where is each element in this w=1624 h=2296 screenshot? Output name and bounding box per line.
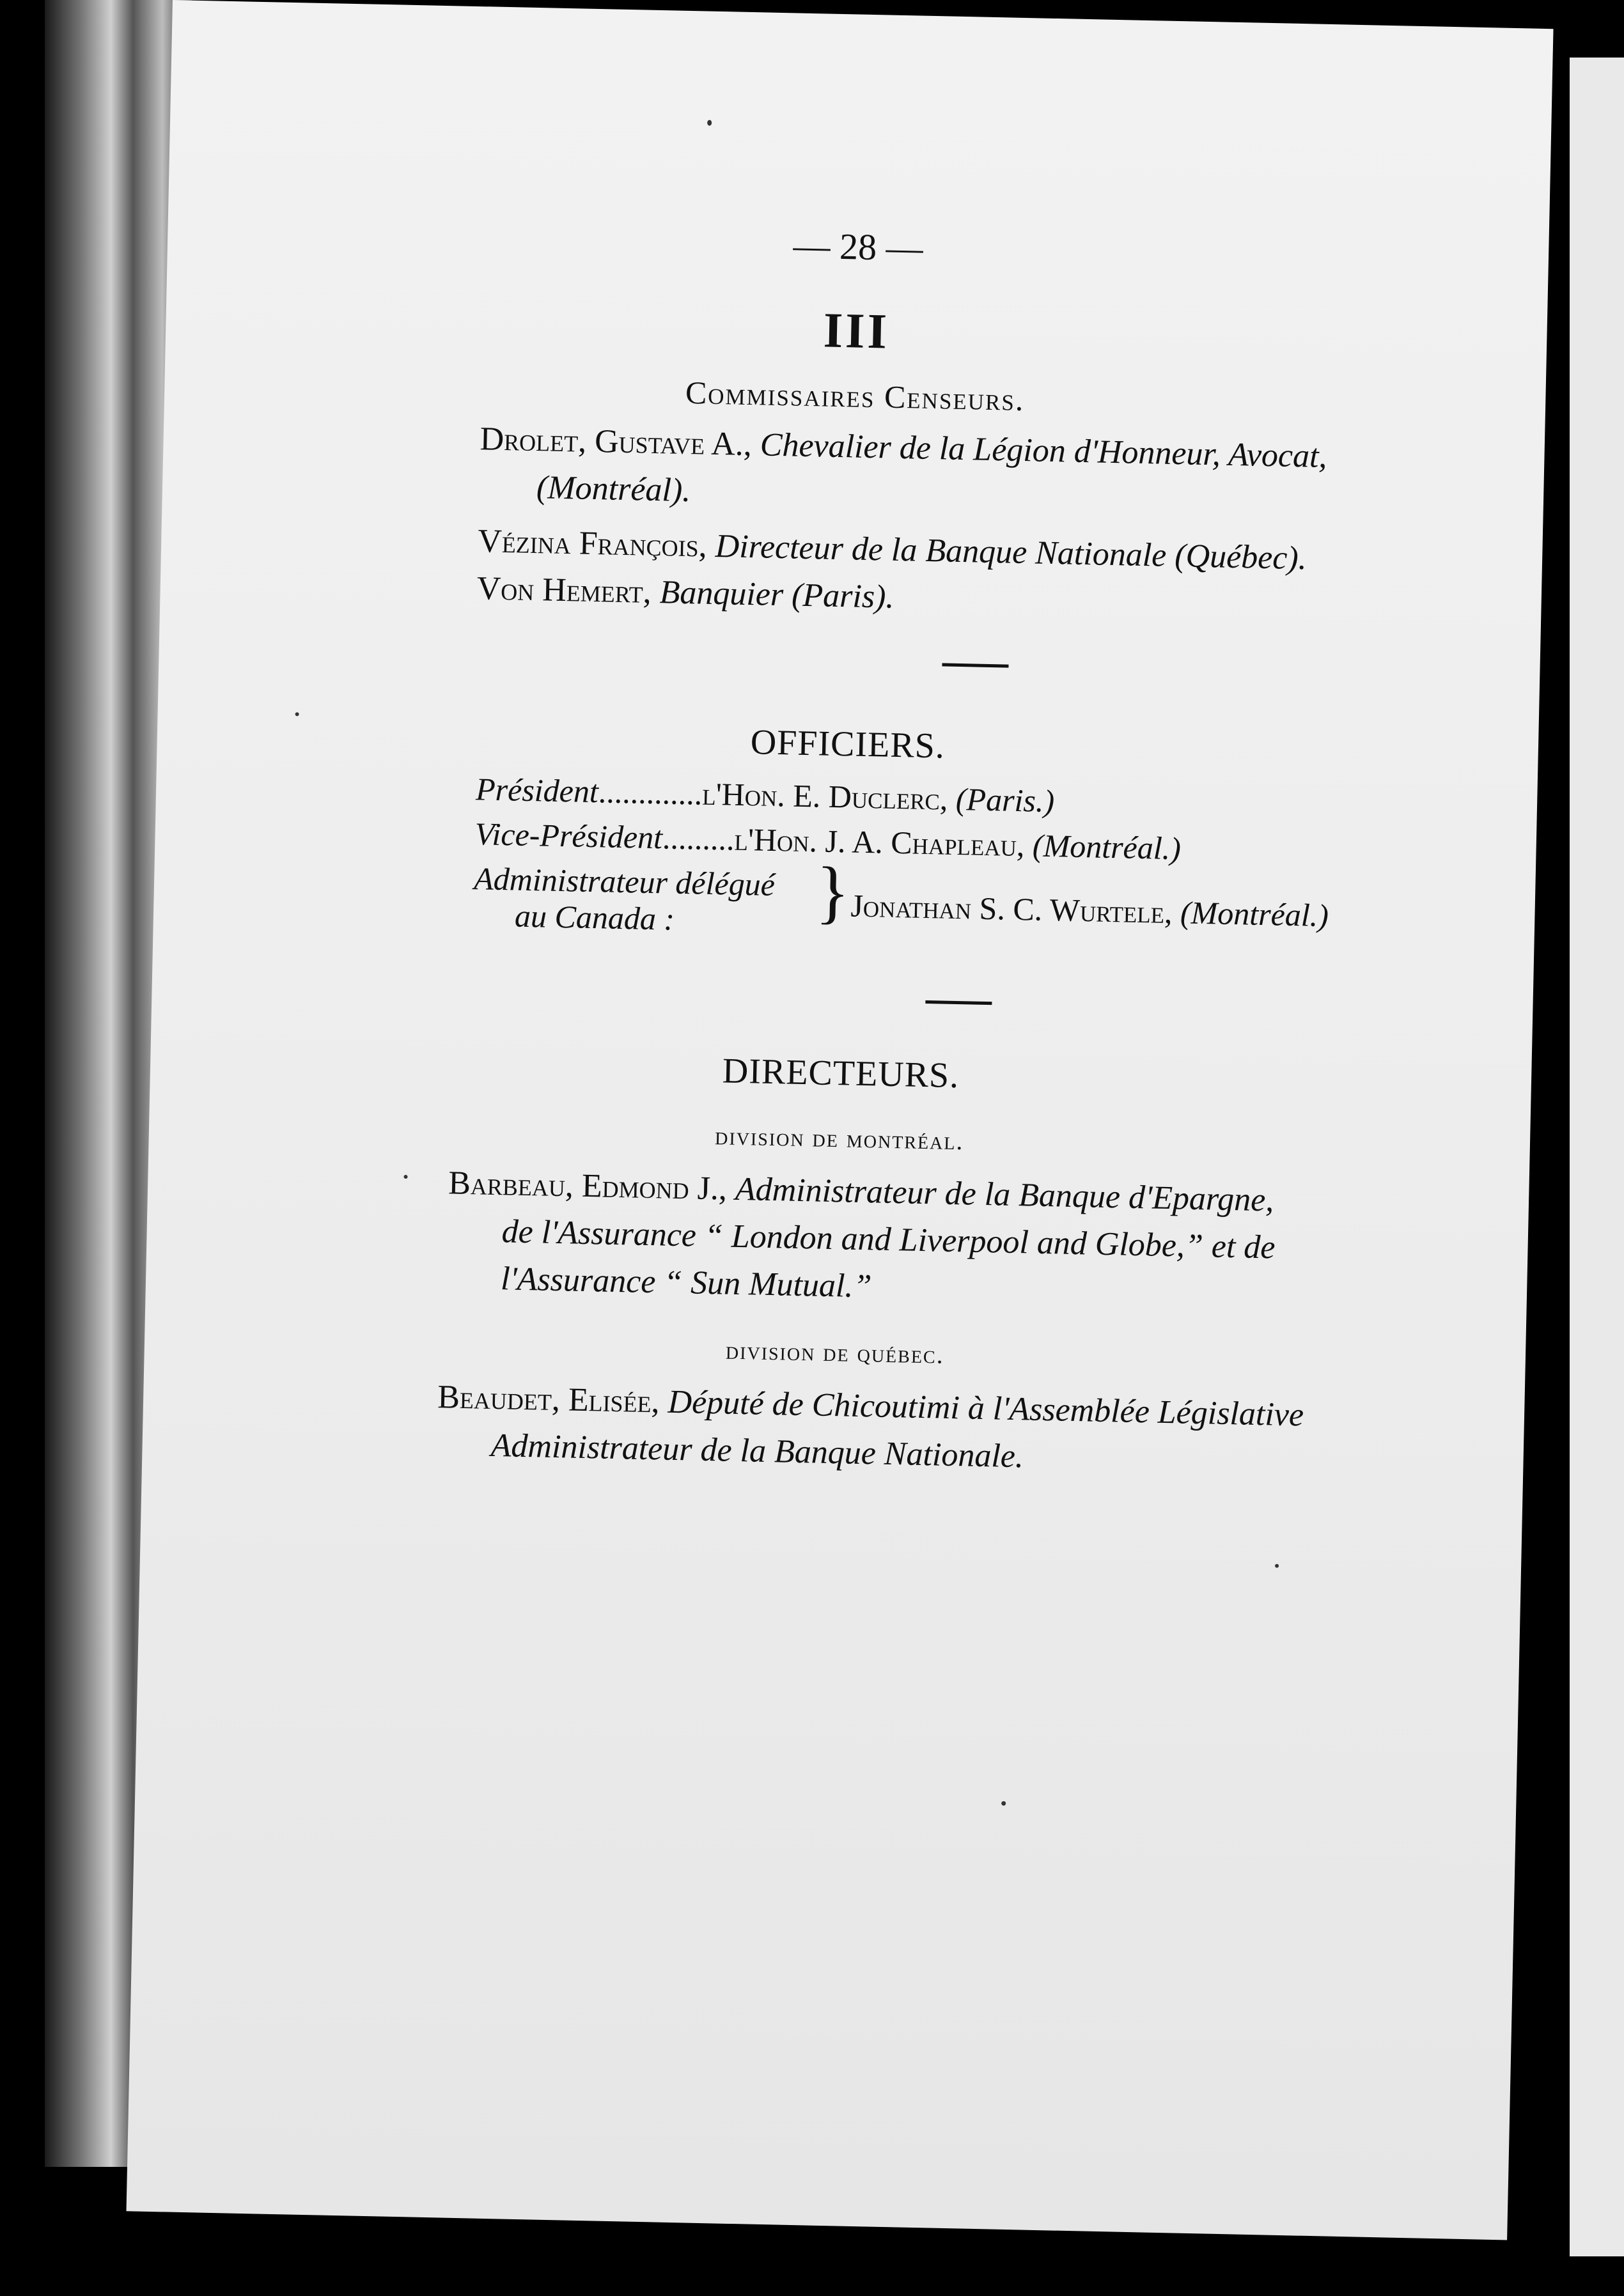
commissaire-name: Von Hemert, [476, 570, 652, 610]
document-page [127, 0, 1554, 2240]
page-content [127, 0, 1554, 2240]
paper-speck [295, 712, 299, 716]
officer-place: (Montréal.) [1180, 894, 1329, 934]
officer-place: (Montréal.) [1032, 827, 1182, 867]
admin-title-line1: Administrateur délégué [473, 860, 776, 903]
commissaire-name: Vézina François, [477, 523, 708, 564]
division-label: division de montréal. [714, 1121, 965, 1156]
officer-row [476, 770, 1055, 819]
commissaire-entry [476, 565, 894, 621]
directeur-name: Barbeau, Edmond J., [448, 1165, 728, 1207]
paper-speck [403, 1175, 407, 1179]
commissaire-desc: Chevalier de la Légion d'Honneur, Avocat, [760, 426, 1328, 475]
directeur-desc-line1: Député de Chicoutimi à l'Assemblée Législative [668, 1383, 1304, 1434]
officer-title: Vice-Président [474, 816, 663, 856]
officer-row [850, 887, 1329, 935]
commissaire-desc: Banquier (Paris). [659, 574, 895, 616]
officer-title: Président [475, 771, 599, 810]
section-numeral: III [822, 302, 890, 359]
dot-leader: ............. [598, 773, 703, 812]
page-number: — 28 — [792, 224, 924, 269]
commissaire-desc: Directeur de la Banque Nationale (Québec). [715, 527, 1308, 577]
section-divider [925, 1000, 992, 1005]
paper-speck [707, 120, 712, 126]
commissaires-heading: Commissaires Censeurs. [685, 374, 1026, 418]
directeurs-heading: DIRECTEURS. [722, 1051, 960, 1096]
officer-place: (Paris.) [955, 780, 1055, 819]
adjacent-page-edge [1570, 58, 1624, 2256]
directeur-name: Beaudet, Elisée, [437, 1379, 660, 1420]
paper-speck [1275, 1564, 1279, 1568]
directeur-desc-line1: Administrateur de la Banque d'Epargne, [735, 1170, 1274, 1219]
commissaire-name: Drolet, Gustave A., [480, 421, 753, 463]
admin-title-line2: au Canada : [514, 897, 675, 937]
division-label: division de québec. [725, 1335, 945, 1369]
directeur-desc-line2: Administrateur de la Banque Nationale. [490, 1427, 1024, 1475]
directeur-desc-line3: l'Assurance “ Sun Mutual.” [500, 1260, 872, 1305]
commissaire-desc-cont: (Montréal). [536, 469, 691, 509]
paper-speck [1001, 1801, 1006, 1806]
dot-leader: ......... [662, 819, 735, 857]
officer-name: l'Hon. E. Duclerc, [701, 775, 949, 817]
officer-name: Jonathan S. C. Wurtele, [850, 887, 1173, 931]
officer-name: l'Hon. J. A. Chapleau, [734, 821, 1026, 864]
section-divider [942, 663, 1008, 667]
officiers-heading: OFFICIERS. [750, 722, 946, 766]
directeur-desc-line2: de l'Assurance “ London and Liverpool and Globe,” et de [501, 1213, 1276, 1266]
brace-glyph: } [815, 852, 851, 931]
